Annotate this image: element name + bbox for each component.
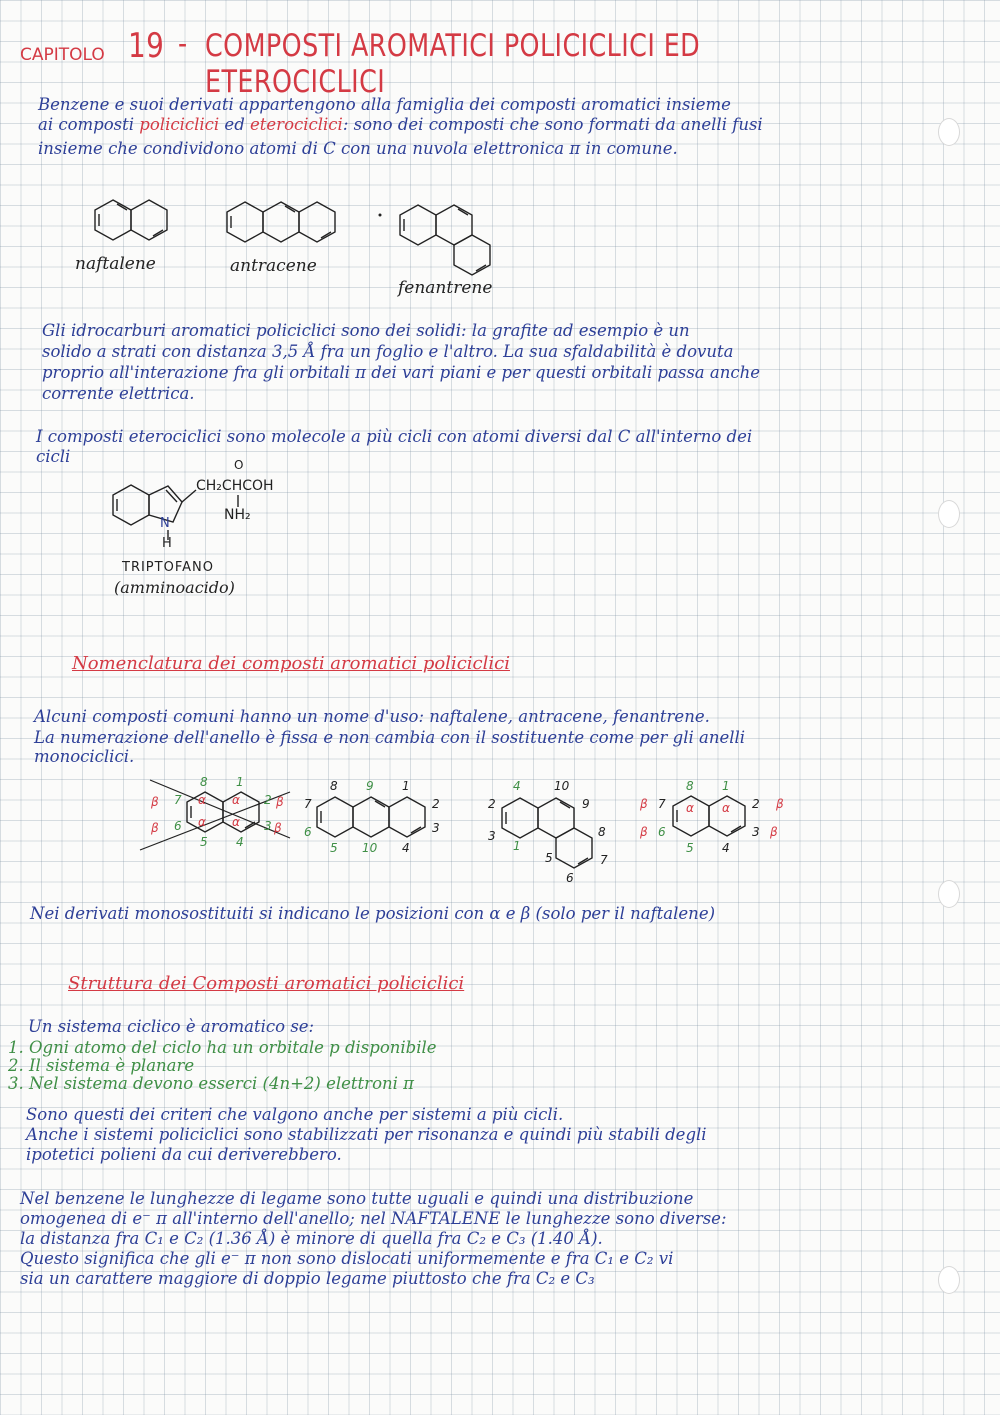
svg-text:β: β	[640, 797, 648, 811]
label-antracene: antracene	[230, 256, 317, 276]
paragraph-line: corrente elettrica.	[42, 384, 195, 403]
paragraph-line: ipotetici polieni da cui deriverebbero.	[26, 1145, 342, 1164]
svg-text:9: 9	[366, 779, 374, 793]
svg-text:6: 6	[174, 819, 182, 833]
phenanthrene-structure	[400, 205, 490, 275]
svg-text:5: 5	[330, 841, 338, 855]
svg-text:9: 9	[582, 797, 590, 811]
tryptophan-name: TRIPTOFANO	[122, 560, 214, 575]
paragraph-line: Sono questi dei criteri che valgono anche per sistemi a più cicli.	[26, 1105, 564, 1124]
svg-text:2: 2	[752, 797, 760, 811]
tryptophan-note: (amminoacido)	[114, 578, 235, 597]
paragraph-line: Gli idrocarburi aromatici policiclici sono dei solidi: la grafite ad esempio è un	[42, 321, 690, 340]
paragraph-line: Questo significa che gli e⁻ π non sono dislocati uniformemente e fra C₁ e C₂ vi	[20, 1249, 674, 1268]
paragraph-line: monociclici.	[34, 747, 135, 766]
paragraph-line: la distanza fra C₁ e C₂ (1.36 Å) è minore di quella fra C₂ e C₃ (1.40 Å).	[20, 1229, 603, 1248]
section-heading-struttura: Struttura dei Composti aromatici policiclici	[68, 973, 465, 994]
svg-text:2: 2	[264, 793, 272, 807]
phenanthrene-numbered	[488, 779, 608, 885]
chapter-number: 19	[128, 26, 165, 66]
naphthalene-numbered-2	[639, 779, 784, 855]
svg-text:8: 8	[200, 775, 208, 789]
intro-line: ai composti policiclici ed eterociclici: sono dei composti che sono formati da anelli fusi	[38, 115, 763, 134]
intro-word-eterociclici: eterociclici	[250, 115, 343, 134]
paragraph-line: omogenea di e⁻ π all'interno dell'anello; nel NAFTALENE le lunghezze sono diverse:	[20, 1209, 727, 1228]
criteria-item: 1. Ogni atomo del ciclo ha un orbitale p disponibile	[8, 1038, 437, 1057]
paragraph-line: Alcuni composti comuni hanno un nome d'uso: naftalene, antracene, fenantrene.	[34, 707, 710, 726]
svg-text:5: 5	[545, 851, 553, 865]
intro-line: Benzene e suoi derivati appartengono alla famiglia dei composti aromatici insieme	[38, 95, 731, 114]
svg-text:7: 7	[304, 797, 312, 811]
paragraph-line: cicli	[36, 447, 71, 466]
tryptophan-chain: CH₂CHCOH	[196, 478, 274, 494]
svg-text:α: α	[232, 815, 240, 829]
svg-text:5: 5	[686, 841, 694, 855]
svg-text:α: α	[722, 801, 730, 815]
naphthalene-numbered	[140, 775, 290, 850]
tryptophan-ring-n: N	[160, 516, 170, 531]
svg-text:β: β	[640, 825, 648, 839]
svg-text:8: 8	[330, 779, 338, 793]
svg-text:1: 1	[236, 775, 244, 789]
svg-text:6: 6	[304, 825, 312, 839]
svg-text:1: 1	[722, 779, 730, 793]
svg-text:α: α	[198, 793, 206, 807]
paragraph-line: sia un carattere maggiore di doppio legame piuttosto che fra C₂ e C₃	[20, 1269, 595, 1288]
tryptophan-carbonyl-o: O	[234, 458, 244, 472]
svg-text:8: 8	[686, 779, 694, 793]
paragraph-line: proprio all'interazione fra gli orbitali π dei vari piani e per questi orbitali passa anche	[42, 363, 760, 382]
svg-text:7: 7	[174, 793, 182, 807]
svg-text:1: 1	[513, 839, 521, 853]
svg-text:6: 6	[658, 825, 666, 839]
svg-text:10: 10	[554, 779, 570, 793]
svg-text:β: β	[274, 821, 282, 835]
tryptophan-amine: NH₂	[224, 507, 251, 523]
tryptophan-h: H	[162, 536, 172, 551]
svg-text:7: 7	[658, 797, 666, 811]
svg-text:α: α	[686, 801, 694, 815]
section-heading-nomenclatura: Nomenclatura dei composti aromatici policiclici	[72, 653, 510, 674]
svg-text:3: 3	[488, 829, 496, 843]
anthracene-numbered	[304, 779, 440, 855]
svg-text:6: 6	[566, 871, 574, 885]
svg-text:8: 8	[598, 825, 606, 839]
label-fenantrene: fenantrene	[398, 278, 493, 298]
svg-text:β: β	[151, 795, 159, 809]
paragraph-line: Nel benzene le lunghezze di legame sono tutte uguali e quindi una distribuzione	[20, 1189, 694, 1208]
svg-text:7: 7	[600, 853, 608, 867]
page-title: COMPOSTI AROMATICI POLICICLICI ED ETEROCICLICI	[205, 28, 701, 100]
svg-text:β: β	[276, 795, 284, 809]
svg-text:β: β	[770, 825, 778, 839]
svg-text:β: β	[776, 797, 784, 811]
paragraph-line: Anche i sistemi policiclici sono stabilizzati per risonanza e quindi più stabili degli	[26, 1125, 707, 1144]
paragraph-line: La numerazione dell'anello è fissa e non cambia con il sostituente come per gli anelli	[34, 728, 746, 747]
criteria-item: 2. Il sistema è planare	[8, 1056, 195, 1075]
svg-text:10: 10	[362, 841, 378, 855]
svg-text:4: 4	[236, 835, 244, 849]
svg-text:3: 3	[432, 821, 440, 835]
svg-text:4: 4	[722, 841, 730, 855]
criteria-item: 3. Nel sistema devono esserci (4n+2) elettroni π	[8, 1074, 414, 1093]
intro-word-policiclici: policiclici	[139, 115, 220, 134]
naphthalene-structure	[95, 200, 167, 240]
intro-line: insieme che condividono atomi di C con una nuvola elettronica π in comune.	[38, 139, 678, 158]
svg-text:3: 3	[264, 819, 272, 833]
anthracene-structure	[227, 202, 335, 242]
criteria-intro: Un sistema ciclico è aromatico se:	[28, 1017, 315, 1036]
derivati-line: Nei derivati monosostituiti si indicano le posizioni con α e β (solo per il naftalene)	[30, 904, 716, 923]
chapter-label: CAPITOLO	[20, 45, 105, 65]
title-dash: -	[178, 26, 188, 62]
svg-text:2: 2	[432, 797, 440, 811]
svg-text:5: 5	[200, 835, 208, 849]
svg-text:β: β	[151, 821, 159, 835]
label-naftalene: naftalene	[75, 254, 156, 274]
svg-text:α: α	[232, 793, 240, 807]
svg-text:α: α	[198, 815, 206, 829]
paragraph-line: solido a strati con distanza 3,5 Å fra un foglio e l'altro. La sua sfaldabilità è dovuta	[42, 342, 734, 361]
svg-text:3: 3	[752, 825, 760, 839]
svg-text:4: 4	[402, 841, 410, 855]
svg-text:2: 2	[488, 797, 496, 811]
paragraph-line: I composti eterociclici sono molecole a più cicli con atomi diversi dal C all'interno dei	[36, 427, 753, 446]
svg-text:4: 4	[513, 779, 521, 793]
svg-text:1: 1	[402, 779, 410, 793]
